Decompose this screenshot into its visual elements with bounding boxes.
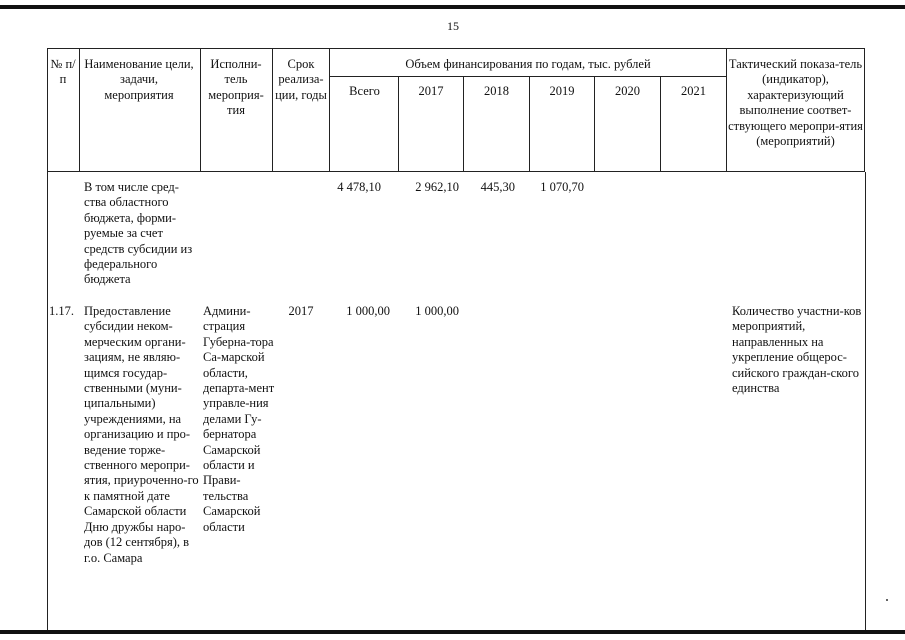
row1-total: 4 478,10 — [337, 180, 381, 194]
header-name: Наименование цели, задачи, мероприятия — [84, 57, 194, 102]
row2-indicator: Количество участни-ков мероприятий, направленных на укрепление общерос-сийского граждан-ского единства — [732, 304, 862, 396]
row2-total: 1 000,00 — [346, 304, 390, 318]
row2-2017: 1 000,00 — [415, 304, 459, 318]
col-divider — [329, 48, 330, 172]
header-no: № п/п — [50, 57, 76, 87]
top-rule — [0, 5, 905, 9]
header-2017: 2017 — [418, 84, 444, 98]
page-number: 15 — [447, 19, 459, 33]
header-2018: 2018 — [484, 84, 509, 98]
col-divider — [79, 48, 80, 172]
scan-speck — [886, 599, 888, 601]
bottom-rule — [0, 630, 905, 634]
header-total: Всего — [349, 84, 380, 98]
header-term: Срок реализа-ции, годы — [275, 57, 327, 102]
header-executor: Исполни-тель мероприя-тия — [208, 57, 264, 118]
col-divider — [272, 48, 273, 172]
col-divider — [200, 48, 201, 172]
row2-executor: Админи-страция Губерна-тора Са-марской области, департа-мент управле-ния делами Гу-бернатора Самарской области и Прави-тельства Самарской области — [203, 304, 275, 534]
row1-2019: 1 070,70 — [540, 180, 584, 194]
header-2021: 2021 — [681, 84, 706, 98]
row2-name: Предоставление субсидии неком-мерческим органи-зациям, не являю-щимся государ-ственными (муни-ципальными) учреждениями, на организацию и про-ведение торже-ственного меропри-ятия, приуроченно-го к памятной дате Самарской области Дню дружбы наро-дов (12 сентября), в г.о. Самара — [84, 304, 199, 565]
table-left-border — [47, 172, 48, 630]
header-funding: Объем финансирования по годам, тыс. рублей — [405, 57, 651, 71]
header-2019: 2019 — [549, 84, 575, 98]
row1-name: В том числе сред-ства областного бюджета, форми-руемые за счет средств субсидии из федерального бюджета — [84, 180, 193, 287]
funding-divider — [329, 76, 726, 77]
row1-2018: 445,30 — [480, 180, 515, 194]
header-indicator: Тактический показа-тель (индикатор), характеризующий выполнение соответ-ствующего меропри-ятия (мероприятий) — [728, 57, 863, 149]
header-2020: 2020 — [615, 84, 640, 98]
row2-term: 2017 — [288, 304, 314, 318]
row1-2017: 2 962,10 — [415, 180, 459, 194]
table-right-border — [865, 172, 866, 630]
col-divider — [726, 48, 727, 172]
row2-no: 1.17. — [49, 304, 74, 318]
